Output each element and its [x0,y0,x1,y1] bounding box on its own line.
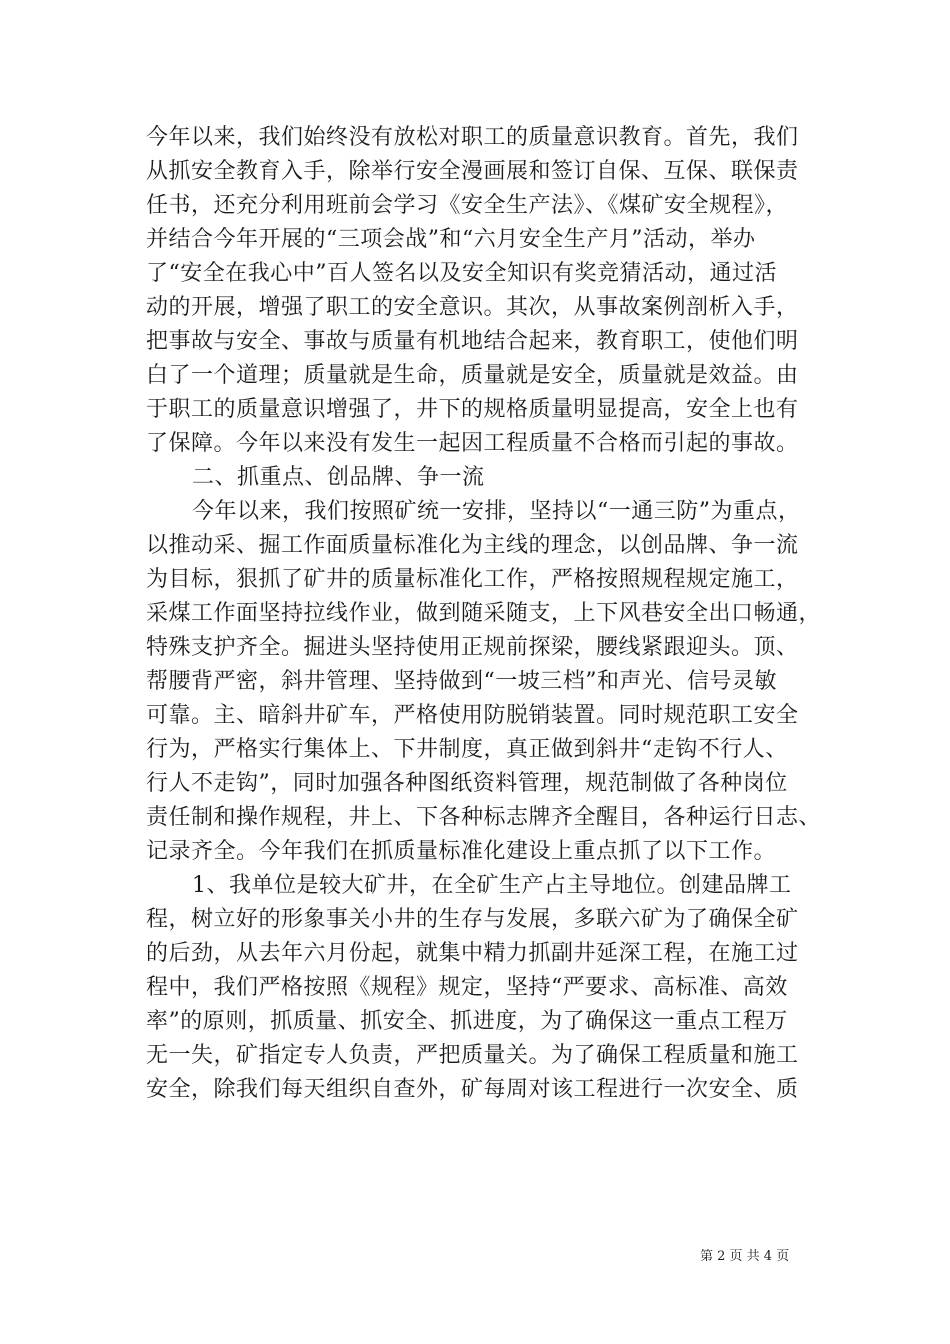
body-line-29: 安全，除我们每天组织自查外，矿每周对该工程进行一次安全、质 [146,1077,799,1102]
body-line-19: 行为，严格实行集体上、下井制度，真正做到斜井“走钩不行人、 [146,737,788,762]
body-line-23: 1、我单位是较大矿井，在全矿生产占主导地位。创建品牌工 [192,873,792,898]
body-line-3: 任书，还充分利用班前会学习《安全生产法》、《煤矿安全规程》， [146,193,789,218]
body-line-25: 的后劲，从去年六月份起，就集中精力抓副井延深工程，在施工过 [146,941,799,966]
body-line-4: 并结合今年开展的“三项会战”和“六月安全生产月”活动，举办 [146,227,756,252]
body-line-2: 从抓安全教育入手，除举行安全漫画展和签订自保、互保、联保责 [146,159,799,184]
body-line-8: 白了一个道理；质量就是生命，质量就是安全，质量就是效益。由 [146,363,799,388]
body-line-5: 了“安全在我心中”百人签名以及安全知识有奖竞猜活动，通过活 [146,261,777,286]
body-line-18: 可靠。主、暗斜井矿车，严格使用防脱销装置。同时规范职工安全 [146,703,799,728]
body-line-14: 为目标，狠抓了矿井的质量标准化工作，严格按照规程规定施工， [146,567,799,592]
body-line-6: 动的开展，增强了职工的安全意识。其次，从事故案例剖析入手， [146,295,799,320]
body-line-24: 程，树立好的形象事关小井的生存与发展，多联六矿为了确保全矿 [146,907,799,932]
body-line-20: 行人不走钩”，同时加强各种图纸资料管理，规范制做了各种岗位 [146,771,788,796]
body-line-26: 程中，我们严格按照《规程》规定，坚持“严要求、高标准、高效 [146,975,788,1000]
body-line-12: 今年以来，我们按照矿统一安排，坚持以“一通三防”为重点， [192,499,801,524]
page-number: 第 2 页 共 4 页 [700,1249,790,1264]
body-line-22: 记录齐全。今年我们在抓质量标准化建设上重点抓了以下工作。 [146,839,777,864]
body-line-27: 率”的原则，抓质量、抓安全、抓进度，为了确保这一重点工程万 [146,1009,788,1034]
body-line-15: 采煤工作面坚持拉线作业，做到随采随支，上下风巷安全出口畅通， [146,601,822,626]
body-line-1: 今年以来，我们始终没有放松对职工的质量意识教育。首先，我们 [146,125,799,150]
body-line-13: 以推动采、掘工作面质量标准化为主线的理念，以创品牌、争一流 [146,533,799,558]
body-line-10: 了保障。今年以来没有发生一起因工程质量不合格而引起的事故。 [146,431,799,456]
body-line-17: 帮腰背严密，斜井管理、坚持做到“一坡三档”和声光、信号灵敏 [146,669,777,694]
body-line-28: 无一失，矿指定专人负责，严把质量关。为了确保工程质量和施工 [146,1043,799,1068]
body-line-16: 特殊支护齐全。掘进头坚持使用正规前探梁，腰线紧跟迎头。顶、 [146,635,799,660]
section-heading: 二、抓重点、创品牌、争一流 [192,465,485,490]
body-line-7: 把事故与安全、事故与质量有机地结合起来，教育职工，使他们明 [146,329,799,354]
body-line-9: 于职工的质量意识增强了，井下的规格质量明显提高，安全上也有 [146,397,799,422]
body-line-21: 责任制和操作规程，井上、下各种标志牌齐全醒目，各种运行日志、 [146,805,822,830]
